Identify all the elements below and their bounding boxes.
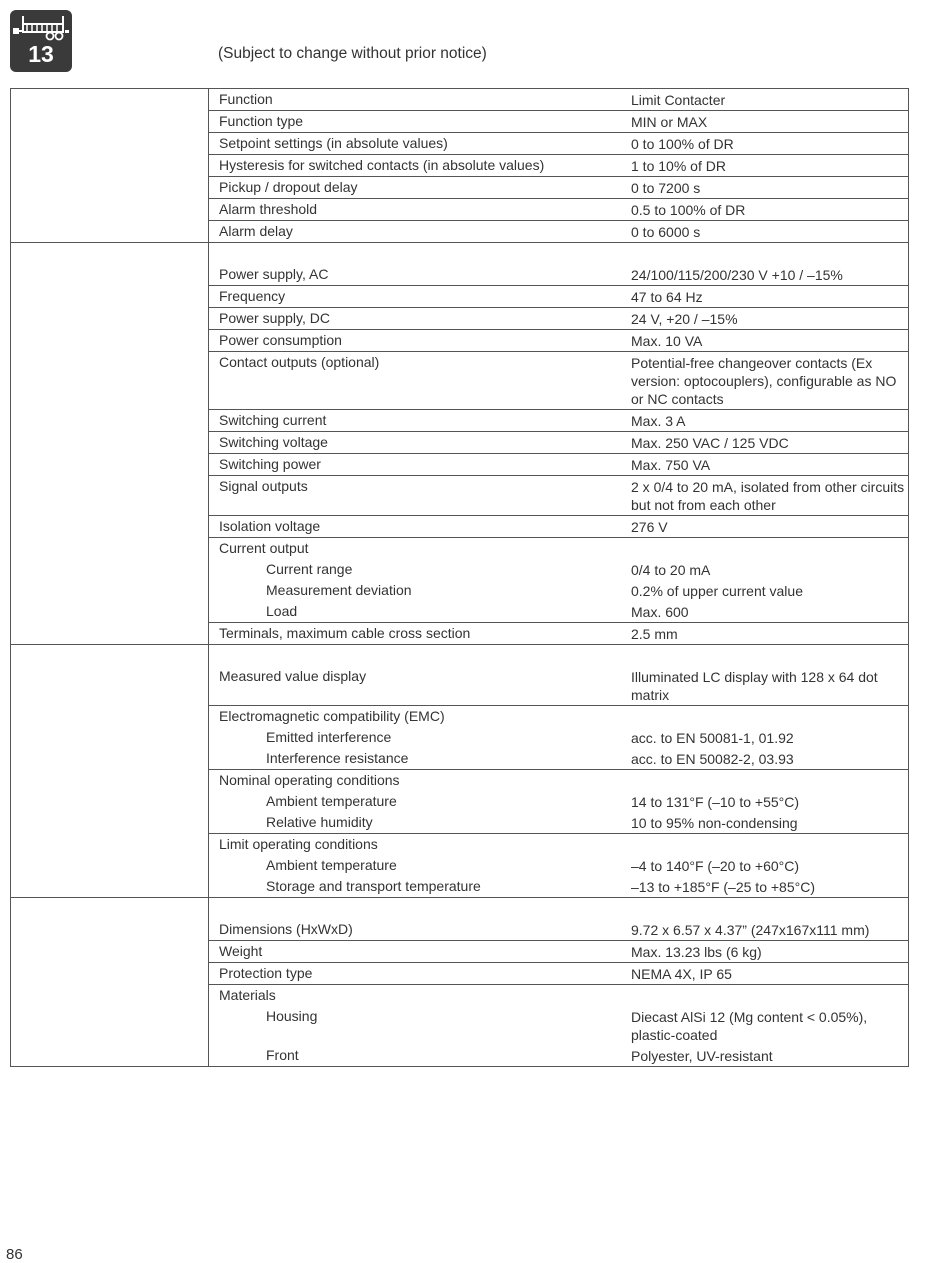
spec-label: Measured value display [219,668,367,684]
spec-row [209,432,908,454]
chapter-number: 13 [28,41,54,67]
spec-row [209,454,908,476]
spec-sublabel: Ambient temperature [266,793,397,809]
spec-row [209,919,908,941]
spec-label: Alarm delay [219,223,293,239]
section-rows [209,243,908,644]
spec-sublabel: Housing [266,1008,318,1024]
spec-row [209,330,908,352]
spec-value: 24 V, +20 / –15% [631,311,738,327]
spec-subrow [209,580,908,601]
spec-label: Power consumption [219,332,342,348]
change-notice: (Subject to change without prior notice) [218,45,487,62]
spec-row [209,941,908,963]
spec-subvalue: Diecast AlSi 12 (Mg content < 0.05%), plastic-coated [631,1009,868,1043]
spec-row [209,623,908,644]
spec-sublabel: Emitted interference [266,729,392,745]
spec-subvalue: –13 to +185°F (–25 to +85°C) [631,879,815,895]
spec-subrow [209,748,908,769]
section-rows [209,89,908,242]
spec-subvalue: 10 to 95% non-condensing [631,815,798,831]
spec-row [209,89,908,111]
spec-sublabel: Relative humidity [266,814,373,830]
spec-label: Switching power [219,456,321,472]
spec-sublabel: Storage and transport temperature [266,878,481,894]
spec-value: 0 to 100% of DR [631,136,734,152]
spec-subrow [209,876,908,897]
spec-value: Max. 3 A [631,413,686,429]
spec-label: Alarm threshold [219,201,318,217]
spec-row [209,985,908,1066]
spec-row [209,666,908,706]
spec-label: Switching current [219,412,327,428]
spec-sublabel: Interference resistance [266,750,409,766]
spec-label: Contact outputs (optional) [219,354,380,370]
spec-label: Switching voltage [219,434,328,450]
spec-label: Hysteresis for switched contacts (in absolute values) [219,157,545,173]
spec-subrow [209,1045,908,1066]
spec-label: Function type [219,113,304,129]
spec-row [209,352,908,410]
spec-value: Max. 750 VA [631,457,711,473]
spec-value: 1 to 10% of DR [631,158,726,174]
spec-value: 0 to 7200 s [631,180,701,196]
spec-subrow [209,559,908,580]
spec-label: Pickup / dropout delay [219,179,358,195]
spec-sublabel: Front [266,1047,299,1063]
spec-row [209,199,908,221]
spec-row [209,221,908,242]
spec-value-empty [619,770,908,773]
spec-row [209,770,908,834]
spec-label: Signal outputs [219,478,308,494]
chapter-badge [10,10,72,72]
spec-label: Protection type [219,965,313,981]
spec-label: Isolation voltage [219,518,321,534]
section-rows [209,898,908,1066]
spec-section [10,645,909,898]
spec-subvalue: –4 to 140°F (–20 to +60°C) [631,858,800,874]
spec-label: Limit operating conditions [219,836,378,852]
spec-value: Max. 13.23 lbs (6 kg) [631,944,762,960]
spec-row [209,516,908,538]
spec-label: Electromagnetic compatibility (EMC) [219,708,445,724]
spec-section [10,898,909,1067]
vehicle-trailer-icon [10,10,72,44]
spec-subvalue: Polyester, UV-resistant [631,1048,773,1064]
spec-subvalue: 14 to 131°F (–10 to +55°C) [631,794,800,810]
spec-subvalue: acc. to EN 50082-2, 03.93 [631,751,794,767]
spec-row [209,963,908,985]
spec-subrow [209,1006,908,1045]
spec-value: NEMA 4X, IP 65 [631,966,732,982]
spec-value: MIN or MAX [631,114,708,130]
spec-subrow [209,727,908,748]
spec-value-empty [619,834,908,837]
spec-value: Illuminated LC display with 128 x 64 dot matrix [631,669,878,703]
specification-table [10,88,909,1067]
spec-value: 276 V [631,519,668,535]
spec-subrow [209,601,908,622]
spec-section [10,88,909,243]
spec-row [209,538,908,623]
spec-value: Max. 250 VAC / 125 VDC [631,435,789,451]
spec-sublabel: Load [266,603,298,619]
spec-subvalue: 0.2% of upper current value [631,583,803,599]
spec-value: 47 to 64 Hz [631,289,703,305]
spec-label: Terminals, maximum cable cross section [219,625,471,641]
spec-label: Nominal operating conditions [219,772,400,788]
spec-value: 2.5 mm [631,626,678,642]
spec-value: 24/100/115/200/230 V +10 / –15% [631,267,843,283]
spec-subvalue: 0/4 to 20 mA [631,562,711,578]
spec-row [209,476,908,516]
spec-row [209,308,908,330]
spec-row [209,264,908,286]
spec-subvalue: Max. 600 [631,604,689,620]
spec-value: 0 to 6000 s [631,224,701,240]
spec-row [209,155,908,177]
spec-label: Power supply, AC [219,266,329,282]
spec-sublabel: Measurement deviation [266,582,412,598]
spec-label: Dimensions (HxWxD) [219,921,353,937]
spec-label: Frequency [219,288,286,304]
section-rows [209,645,908,897]
spec-subrow [209,791,908,812]
spec-label: Power supply, DC [219,310,331,326]
spec-section [10,243,909,645]
section-category-cell [11,645,209,897]
spec-subrow [209,812,908,833]
spec-row [209,133,908,155]
spec-row [209,834,908,897]
spec-label: Materials [219,987,276,1003]
spec-row [209,706,908,770]
spec-value-empty [619,538,908,541]
spec-value: Potential-free changeover contacts (Ex version: optocouplers), configurable as NO or NC contacts [631,355,897,407]
spec-value-empty [619,706,908,709]
spec-value: 0.5 to 100% of DR [631,202,746,218]
spec-value: 2 x 0/4 to 20 mA, isolated from other circuits but not from each other [631,479,905,513]
spec-sublabel: Ambient temperature [266,857,397,873]
spec-subvalue: acc. to EN 50081-1, 01.92 [631,730,794,746]
page-number: 86 [6,1246,23,1263]
spec-row [209,111,908,133]
section-category-cell [11,898,209,1066]
spec-value-empty [619,985,908,988]
spec-value: Limit Contacter [631,92,726,108]
spec-label: Current output [219,540,309,556]
spec-row [209,286,908,308]
section-category-cell [11,243,209,644]
spec-value: Max. 10 VA [631,333,703,349]
section-category-cell [11,89,209,242]
spec-sublabel: Current range [266,561,353,577]
spec-label: Weight [219,943,263,959]
spec-row [209,410,908,432]
spec-row [209,177,908,199]
spec-subrow [209,855,908,876]
spec-label: Function [219,91,273,107]
spec-label: Setpoint settings (in absolute values) [219,135,448,151]
spec-value: 9.72 x 6.57 x 4.37” (247x167x111 mm) [631,922,870,938]
